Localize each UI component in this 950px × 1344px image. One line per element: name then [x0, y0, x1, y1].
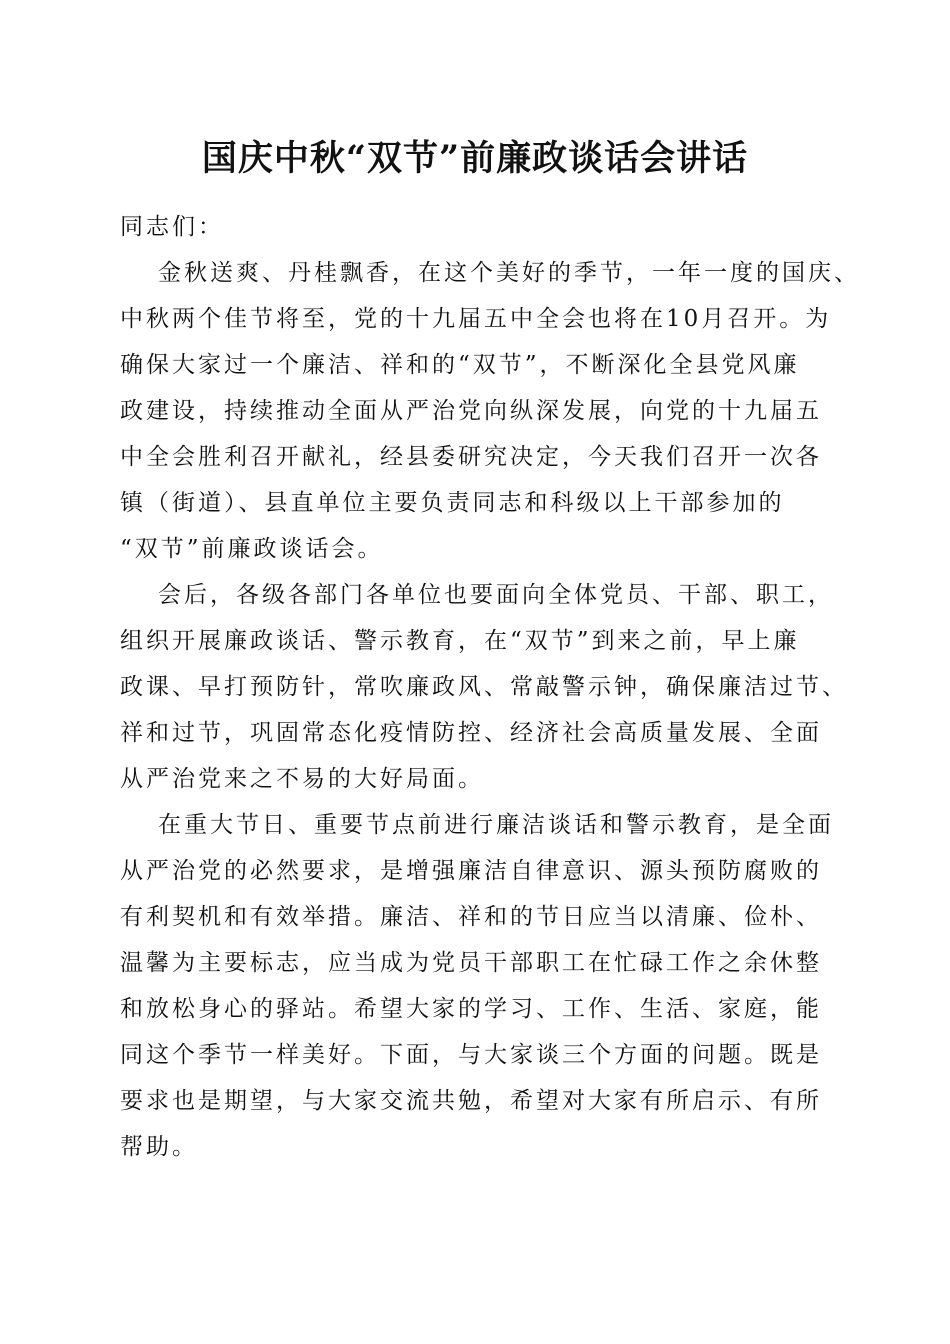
paragraph-line: 组织开展廉政谈话、警示教育，在“双节”到来之前，早上廉 [120, 628, 800, 654]
salutation-line: 同志们： [120, 214, 224, 240]
paragraph-line: 会后，各级各部门各单位也要面向全体党员、干部、职工， [158, 582, 834, 608]
paragraph-line: 从严治党来之不易的大好局面。 [120, 766, 484, 792]
paragraph-line: 从严治党的必然要求，是增强廉洁自律意识、源头预防腐败的 [120, 858, 822, 884]
paragraph-line: 同这个季节一样美好。下面，与大家谈三个方面的问题。既是 [120, 1042, 822, 1068]
paragraph-line: 确保大家过一个廉洁、祥和的“双节”，不断深化全县党风廉 [120, 352, 800, 378]
paragraph-line: 政课、早打预防针，常吹廉政风、常敲警示钟，确保廉洁过节、 [120, 674, 848, 700]
paragraph-line: 中秋两个佳节将至，党的十九届五中全会也将在10月召开。为 [120, 306, 832, 332]
document-title: 国庆中秋“双节”前廉政谈话会讲话 [201, 138, 749, 179]
paragraph-line: 在重大节日、重要节点前进行廉洁谈话和警示教育，是全面 [158, 812, 834, 838]
paragraph-line: 祥和过节，巩固常态化疫情防控、经济社会高质量发展、全面 [120, 720, 822, 746]
paragraph-1 [120, 250, 860, 572]
paragraph-2 [120, 572, 848, 802]
salutation [120, 204, 832, 250]
document-body [120, 204, 860, 1170]
paragraph-line: “双节”前廉政谈话会。 [120, 536, 384, 562]
paragraph-line: 要求也是期望，与大家交流共勉，希望对大家有所启示、有所 [120, 1088, 822, 1114]
paragraph-line: 镇（街道）、县直单位主要负责同志和科级以上干部参加的 [120, 490, 785, 516]
paragraph-line: 政建设，持续推动全面从严治党向纵深发展，向党的十九届五 [120, 398, 822, 424]
paragraph-3 [120, 802, 832, 1170]
paragraph-line: 中全会胜利召开献礼，经县委研究决定，今天我们召开一次各 [120, 444, 822, 470]
paragraph-line: 金秋送爽、丹桂飘香，在这个美好的季节，一年一度的国庆、 [158, 260, 860, 286]
paragraph-line: 和放松身心的驿站。希望大家的学习、工作、生活、家庭，能 [120, 996, 822, 1022]
paragraph-line: 帮助。 [120, 1134, 198, 1160]
paragraph-line: 有利契机和有效举措。廉洁、祥和的节日应当以清廉、俭朴、 [120, 904, 822, 930]
paragraph-line: 温馨为主要标志，应当成为党员干部职工在忙碌工作之余休整 [120, 950, 822, 976]
